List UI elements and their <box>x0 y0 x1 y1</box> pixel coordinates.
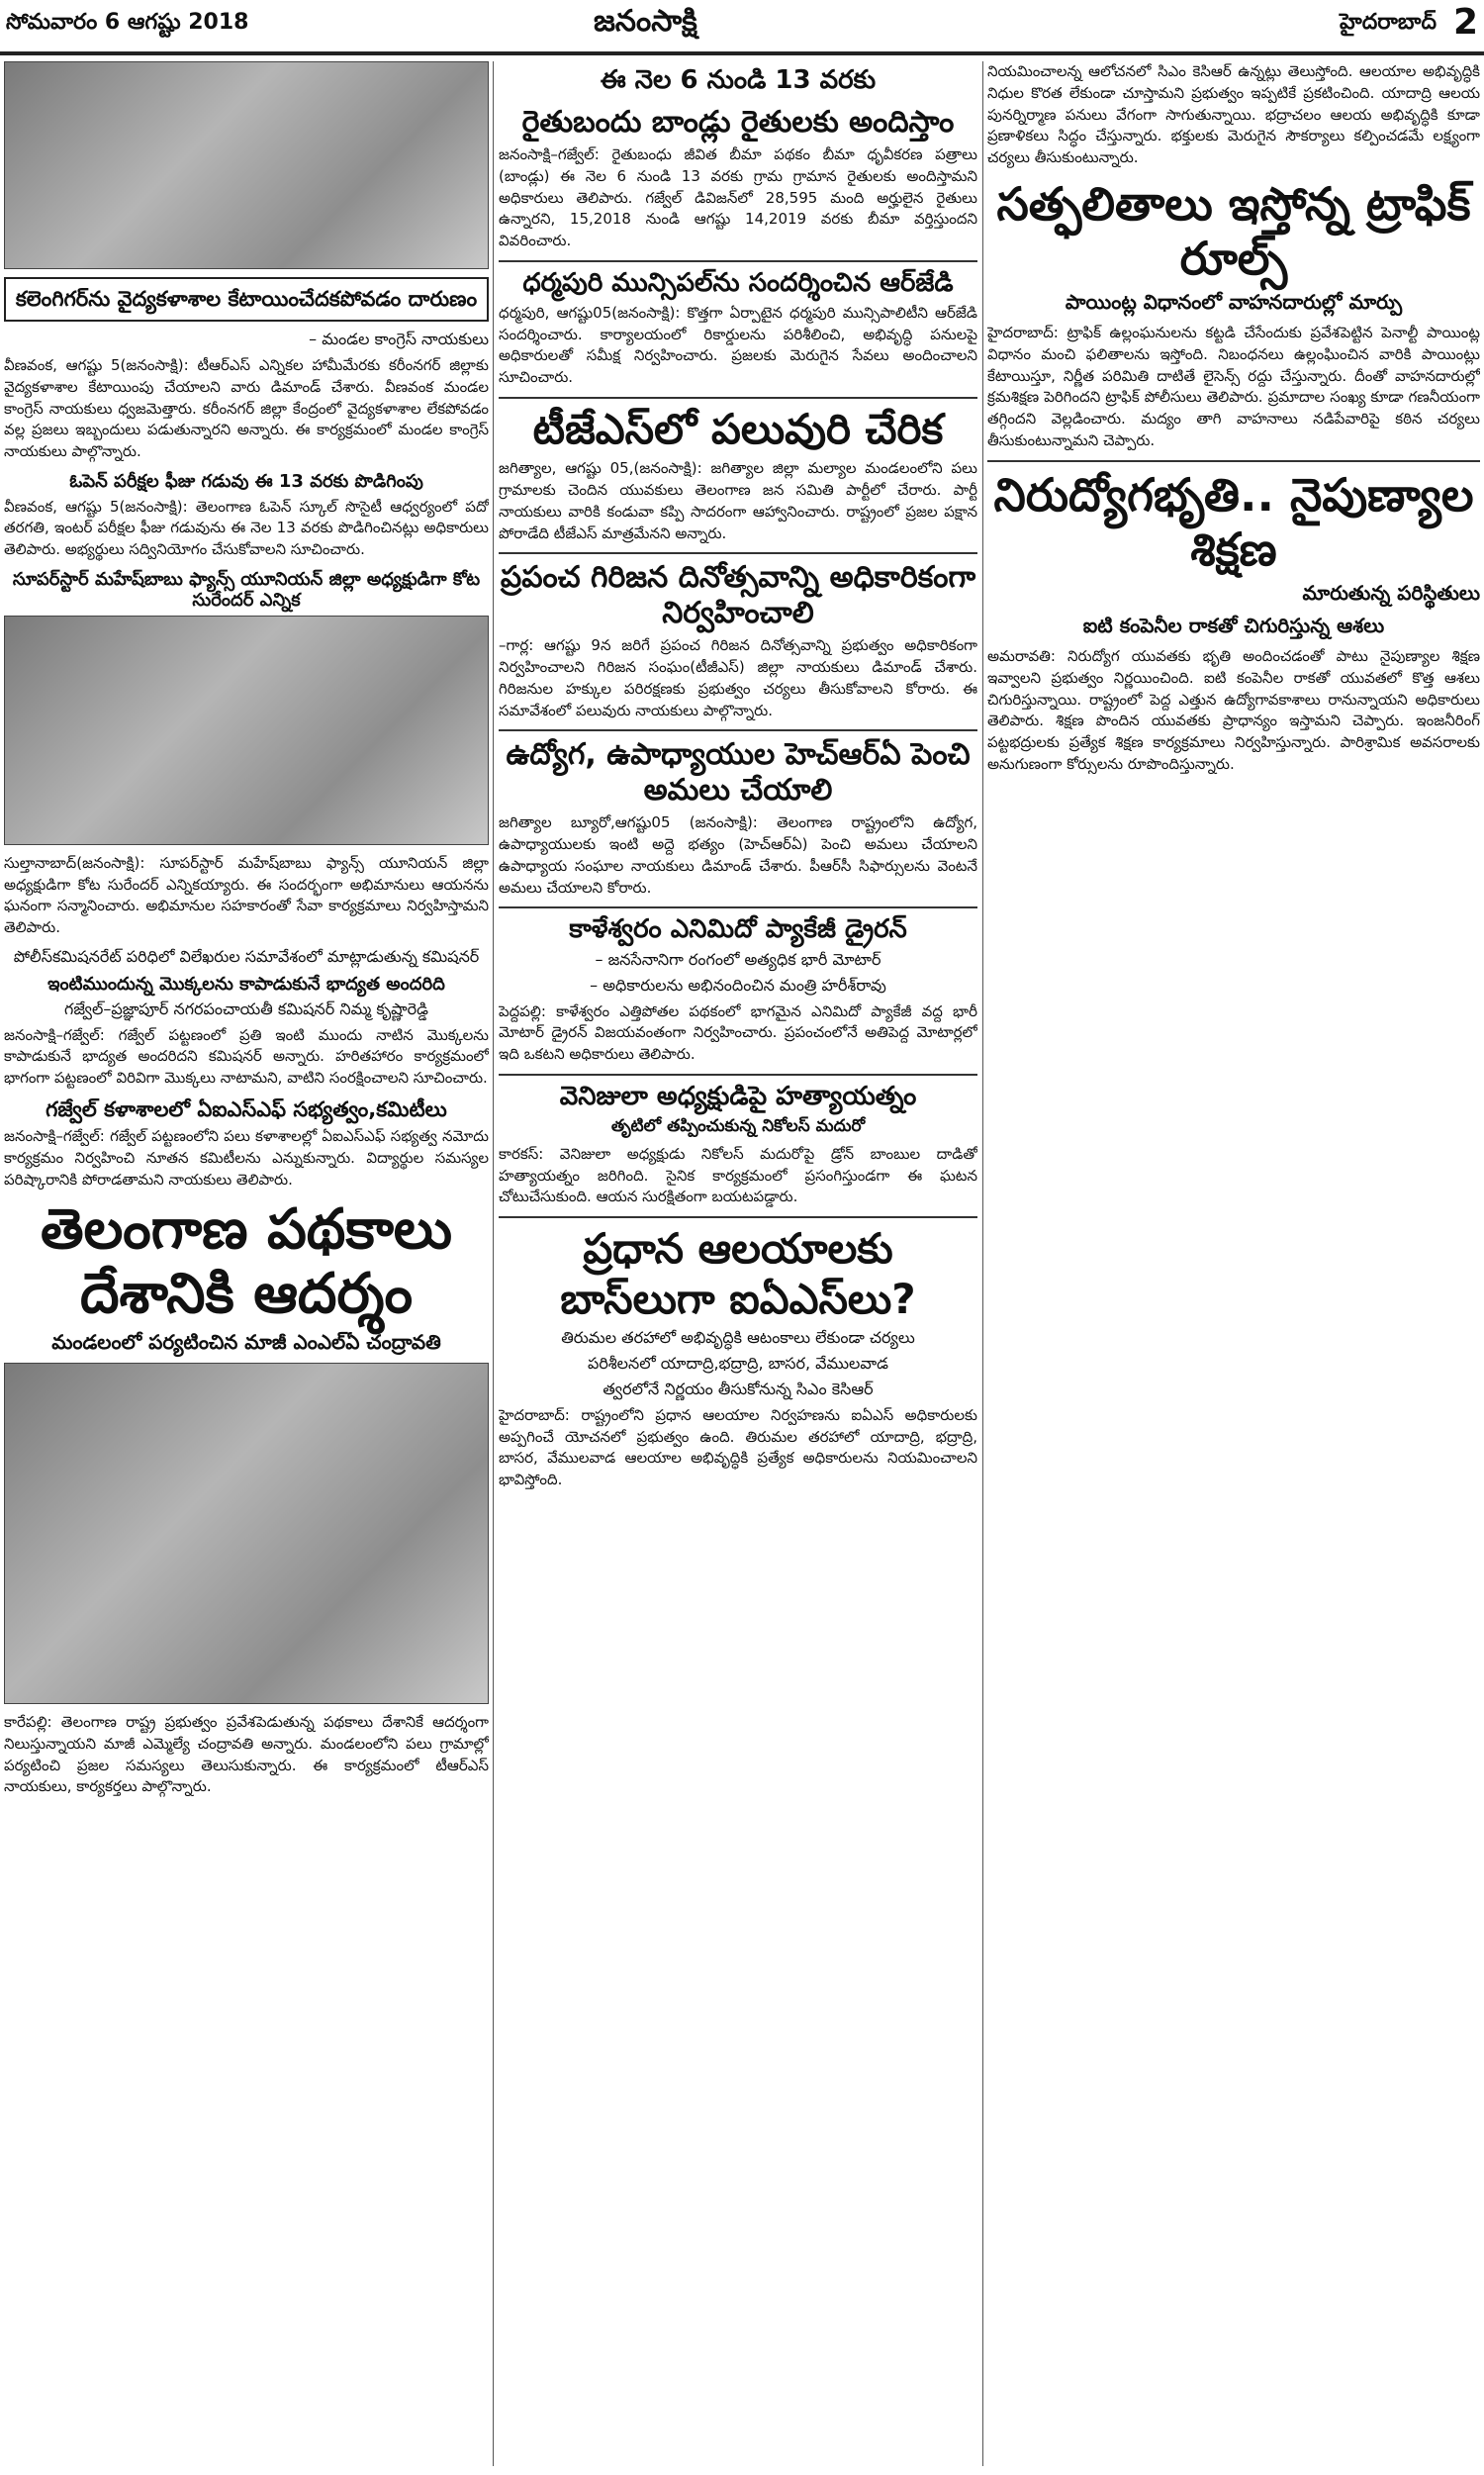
article-body: పెద్దపల్లి: కాళేశ్వరం ఎత్తిపోతల పథకంలో భాగమైన ఎనిమిదో ప్యాకేజీ వద్ద భారీ మోటార్‌ డ్రైరన్‌ విజయవంతంగా నిర్వహించారు. ప్రపంచంలోనే అతిపెద్ద మోటార్లలో ఇది ఒకటని అధికారులు తెలిపారు. <box>499 1001 977 1064</box>
article-body: జగిత్యాల బ్యూరో,ఆగష్టు05 (జనంసాక్షి): తెలంగాణ రాష్ట్రంలోని ఉద్యోగ, ఉపాధ్యాయులకు ఇంటి అద్దె భత్యం (హెచ్‌ఆర్‌ఏ) పెంచి అమలు చేయాలని ఉపాధ్యాయ సంఘాల నాయకులు డిమాండ్‌ చేశారు. పీఆర్‌సీ సిఫార్సులను వెంటనే అమలు చేయాలని కోరారు. <box>499 813 977 897</box>
article-subhead: మండలంలో పర్యటించిన మాజీ ఎంఎల్‌ఏ చంద్రావతి <box>51 1330 441 1355</box>
article-deck: తిరుమల తరహాలో అభివృద్ధికి ఆటంకాలు లేకుండా చర్యలు <box>561 1327 915 1347</box>
article-body: కారకస్‌: వెనిజులా అధ్యక్షుడు నికోలస్‌ మదురోపై డ్రోన్‌ బాంబుల దాడితో హత్యాయత్నం జరిగింది. సైనిక కార్యక్రమంలో ప్రసంగిస్తుండగా ఈ ఘటన చోటుచేసుకుంది. ఆయన సురక్షితంగా బయటపడ్డారు. <box>499 1144 977 1206</box>
divider <box>499 1216 977 1218</box>
article-deck: పరిశీలనలో యాదాద్రి,భద్రాద్రి, బాసర, వేములవాడ <box>588 1353 888 1373</box>
column-right <box>987 61 1480 2466</box>
issue-date: సోమవారం 6 ఆగష్టు 2018 <box>6 10 249 35</box>
divider <box>987 460 1480 462</box>
article-body: జనంసాక్షి–గజ్వేల్‌: రైతుబంధు జీవిత బీమా పథకం బీమా ధృవీకరణ పత్రాలు (బాండ్లు) ఈ నెల 6 నుండి 13 వరకు గ్రామ గ్రామాన రైతులకు అందిస్తామని అధికారులు తెలిపారు. గజ్వేల్‌ డివిజన్‌లో 28,595 మంది అర్హులైన రైతులు ఉన్నారని, 15,2018 నుండి ఆగష్టు 14,2019 వరకు బీమా వర్తిస్తుందని వివరించారు. <box>499 145 977 249</box>
article-byline: – మండల కాంగ్రెస్‌ నాయకులు <box>309 330 489 349</box>
article-body: జగిత్యాల, ఆగష్టు 05,(జనంసాక్షి): జగిత్యాల జిల్లా మల్యాల మండలంలోని పలు గ్రామాలకు చెందిన యువకులు తెలంగాణ జన సమితి పార్టీలో చేరారు. పార్టీ నాయకులు వారికి కండువా కప్పి సాదరంగా ఆహ్వానించారు. రాష్ట్రంలో ప్రజల పక్షాన పోరాడేది టీజేఎస్‌ మాత్రమేనని అన్నారు. <box>499 459 977 542</box>
news-photo <box>4 616 489 845</box>
article-subhead: మారుతున్న పరిస్థితులు <box>1302 581 1480 605</box>
article-headline: ఉద్యోగ, ఉపాధ్యాయుల హెచ్‌ఆర్‌ఏ పెంచి అమలు చేయాలి <box>506 737 971 809</box>
article-deck: – అధికారులను అభినందించిన మంత్రి హరీశ్‌రావు <box>590 975 886 995</box>
newspaper-logo: జనంసాక్షి <box>594 4 697 39</box>
article-headline: నిరుద్యోగభృతి.. నైపుణ్యాల శిక్షణ <box>993 467 1474 576</box>
news-photo <box>4 61 489 269</box>
column-divider <box>982 61 983 2466</box>
divider <box>499 552 977 554</box>
column-middle <box>499 61 977 2466</box>
article-headline: గజ్వేల్‌ కళాశాలలో ఏఐఎస్‌ఎఫ్‌ సభ్యత్వం,కమిటీలు <box>46 1096 447 1121</box>
divider <box>499 906 977 908</box>
divider <box>499 1074 977 1076</box>
article-subhead: పాయింట్ల విధానంలో వాహనదారుల్లో మార్పు <box>1065 290 1403 315</box>
article <box>4 277 489 322</box>
article-deck: త్వరలోనే నిర్ణయం తీసుకోనున్న సిఎం కెసిఆర్‌ <box>603 1379 874 1398</box>
article-body: ధర్మపురి, ఆగష్టు05(జనంసాక్షి): కొత్తగా ఏర్పాటైన ధర్మపురి మున్సిపాలిటీని ఆర్‌జేడి సందర్శించారు. కార్యాలయంలో రికార్డులను పరిశీలించి, అభివృద్ధి పనులపై అధికారులతో సమీక్ష నిర్వహించారు. ప్రజలకు మెరుగైన సేవలు అందించాలని సూచించారు. <box>499 303 977 387</box>
photo-caption: పోలీస్‌కమిషనరేట్‌ పరిధిలో విలేఖరుల సమావేశంలో మాట్లాడుతున్న కమిషనర్‌ <box>13 946 480 966</box>
article-headline: ప్రపంచ గిరిజన దినోత్సవాన్ని అధికారికంగా నిర్వహించాలి <box>500 560 976 631</box>
article-headline: ఓపెన్‌ పరీక్షల ఫీజు గడువు ఈ 13 వరకు పొడిగింపు <box>69 470 423 492</box>
article-body: హైదరాబాద్‌: ట్రాఫిక్‌ ఉల్లంఘనులను కట్టడి చేసేందుకు ప్రవేశపెట్టిన పెనాల్టీ పాయింట్ల విధానం మంచి ఫలితాలను ఇస్తోంది. నిబంధనలు ఉల్లంఘించిన వారికి పాయింట్లు కేటాయిస్తూ, నిర్ణీత పరిమితి దాటితే లైసెన్స్‌ రద్దు చేస్తున్నారు. దీంతో వాహనదారుల్లో క్రమశిక్షణ పెరిగిందని ట్రాఫిక్‌ పోలీసులు తెలిపారు. ప్రమాదాల సంఖ్య కూడా గణనీయంగా తగ్గిందని వెల్లడించారు. మద్యం తాగి వాహనాలు నడిపేవారిపై కఠిన చర్యలు తీసుకుంటున్నామని చెప్పారు. <box>987 324 1480 449</box>
article-body: –గార్ల: ఆగష్టు 9న జరిగే ప్రపంచ గిరిజన దినోత్సవాన్ని ప్రభుత్వం అధికారికంగా నిర్వహించాలని గిరిజన సంఘం(టీజీఎస్‌) జిల్లా నాయకులు డిమాండ్‌ చేశారు. గిరిజనుల హక్కుల పరిరక్షణకు ప్రభుత్వం చర్యలు తీసుకోవాలని కోరారు. ఈ సమావేశంలో పలువురు నాయకులు పాల్గొన్నారు. <box>499 636 977 719</box>
article-body: జనంసాక్షి–గజ్వేల్‌: గజ్వేల్‌ పట్టణంలోని పలు కళాశాలల్లో ఏఐఎస్‌ఎఫ్‌ సభ్యత్వ నమోదు కార్యక్రమం నిర్వహించి నూతన కమిటీలను ఎన్నుకున్నారు. విద్యార్థుల సమస్యల పరిష్కారానికి పోరాడతామని నాయకులు తెలిపారు. <box>4 1127 489 1189</box>
article-headline: సత్ఫలితాలు ఇస్తోన్న ట్రాఫిక్‌ రూల్స్‌ <box>996 176 1471 285</box>
article-body: జనంసాక్షి–గజ్వేల్‌: గజ్వేల్‌ పట్టణంలో ప్రతి ఇంటి ముందు నాటిన మొక్కలను కాపాడుకునే భాద్యత అందరిదని కమిషనర్‌ అన్నారు. హరితహారం కార్యక్రమంలో భాగంగా పట్టణంలో విరివిగా మొక్కలు నాటామని, వాటిని సంరక్షించాలని సూచించారు. <box>4 1025 489 1088</box>
article-headline: వెనిజులా అధ్యక్షుడిపై హత్యాయత్నం <box>559 1081 917 1111</box>
article-body: అమరావతి: నిరుద్యోగ యువతకు భృతి అందించడంతో పాటు నైపుణ్యాల శిక్షణ ఇవ్వాలని ప్రభుత్వం నిర్ణయించింది. ఐటి కంపెనీల రాకతో యువతలో కొత్త ఆశలు చిగురిస్తున్నాయి. రాష్ట్రంలో పెద్ద ఎత్తున ఉద్యోగావకాశాలు రానున్నాయని అధికారులు తెలిపారు. శిక్షణ పొందిన యువతకు ప్రాధాన్యం ఇస్తామని చెప్పారు. ఇంజనీరింగ్‌ పట్టభద్రులకు ప్రత్యేక శిక్షణ కార్యక్రమాలు నిర్వహిస్తున్నారు. పారిశ్రామిక అవసరాలకు అనుగుణంగా కోర్సులను రూపొందిస్తున్నారు. <box>987 647 1480 773</box>
article-body: హైదరాబాద్‌: రాష్ట్రంలోని ప్రధాన ఆలయాల నిర్వహణను ఐఏఎస్‌ అధికారులకు అప్పగించే యోచనలో ప్రభుత్వం ఉంది. తిరుమల తరహాలో యాదాద్రి, భద్రాద్రి, బాసర, వేములవాడ ఆలయాల అభివృద్ధికి ప్రత్యేక అధికారులను నియమించాలని భావిస్తోంది. <box>499 1405 977 1489</box>
column-left <box>4 61 489 2466</box>
edition-city: హైదరాబాద్ <box>1340 10 1437 35</box>
article-headline: టీజేఎస్‌లో పలువురి చేరిక <box>532 404 944 453</box>
article-subhead: తృటిలో తప్పించుకున్న నికోలస్‌ మదురో <box>610 1115 866 1136</box>
article-headline: సూపర్‌స్టార్‌ మహేష్‌బాబు ఫ్యాన్స్‌ యూనియన్‌ జిల్లా అధ్యక్షుడిగా కోట సురేందర్‌ ఎన్నిక <box>12 568 481 612</box>
divider <box>499 397 977 399</box>
divider <box>499 729 977 731</box>
article-body: కారేపల్లి: తెలంగాణ రాష్ట్ర ప్రభుత్వం ప్రవేశపెడుతున్న పథకాలు దేశానికే ఆదర్శంగా నిలుస్తున్నాయని మాజీ ఎమ్మెల్యే చంద్రావతి అన్నారు. మండలంలోని పలు గ్రామాల్లో పర్యటించి ప్రజల సమస్యలు తెలుసుకున్నారు. ఈ కార్యక్రమంలో టీఆర్‌ఎస్‌ నాయకులు, కార్యకర్తలు పాల్గొన్నారు. <box>4 1713 489 1796</box>
article-headline: కాళేశ్వరం ఎనిమిదో ప్యాకేజీ డ్రైరన్‌ <box>569 914 907 945</box>
article-deck: – జనసేనానిగా రంగంలో అత్యధిక భారీ మోటార్‌ <box>595 949 881 969</box>
column-divider <box>493 61 494 2466</box>
article-headline: ప్రధాన ఆలయాలకు బాస్‌లుగా ఐఏఎస్‌లు? <box>560 1224 916 1323</box>
article-subhead: గజ్వేల్‌–ప్రజ్ఞాపూర్‌ నగరపంచాయతీ కమిషనర్‌ నిమ్మ కృష్ణారెడ్డి <box>64 999 428 1018</box>
article-body: వీణవంక, ఆగష్టు 5(జనంసాక్షి): టీఆర్‌ఎస్‌ ఎన్నికల హామీమేరకు కరీంనగర్‌ జిల్లాకు వైద్యకళాశాల కేటాయింపు చేయాలని వారు డిమాండ్‌ చేశారు. వీణవంక మండల కాంగ్రెస్‌ నాయకులు ధ్వజమెత్తారు. కరీంనగర్‌ జిల్లా కేంద్రంలో వైద్యకళాశాల లేకపోవడం వల్ల ప్రజలు ఇబ్బందులు పడుతున్నారని అన్నారు. ఈ కార్యక్రమంలో మండల కాంగ్రెస్‌ నాయకులు పాల్గొన్నారు. <box>4 356 489 461</box>
article-subhead: ఐటి కంపెనీల రాకతో చిగురిస్తున్న ఆశలు <box>1082 614 1385 637</box>
article-headline: ధర్మపురి మున్సిపల్‌ను సందర్శించిన ఆర్‌జేడి <box>522 267 954 298</box>
news-photo <box>4 1363 489 1704</box>
article-body: నియమించాలన్న ఆలోచనలో సిఎం కెసిఆర్‌ ఉన్నట్లు తెలుస్తోంది. ఆలయాల అభివృద్ధికి నిధుల కొరత లేకుండా చూస్తామని ప్రభుత్వం ఇప్పటికే ప్రకటించింది. యాదాద్రి ఆలయ పునర్నిర్మాణ పనులు వేగంగా సాగుతున్నాయి. భద్రాచలం ఆలయ అభివృద్ధికి కూడా ప్రణాళికలు సిద్ధం చేస్తున్నారు. భక్తులకు మెరుగైన సౌకర్యాలు కల్పించడమే లక్ష్యంగా చర్యలు తీసుకుంటున్నారు. <box>987 62 1480 166</box>
article-headline: తెలంగాణ పథకాలు దేశానికి ఆదర్శం <box>41 1197 452 1326</box>
article-headline: ఇంటిముందున్న మొక్కలను కాపాడుకునే భాద్యత అందరిది <box>47 973 445 995</box>
article-kicker: ఈ నెల 6 నుండి 13 వరకు <box>600 65 877 95</box>
article-headline: కలెంగిగర్‌ను వైద్యకళాశాల కేటాయించేదకపోవడం దారుణం <box>15 287 478 311</box>
page-number: 2 <box>1452 2 1478 43</box>
article-headline: రైతుబందు బాండ్లు రైతులకు అందిస్తాం <box>521 105 955 140</box>
article-body: సుల్తానాబాద్‌(జనంసాక్షి): సూపర్‌స్టార్‌ మహేష్‌బాబు ఫ్యాన్స్‌ యూనియన్‌ జిల్లా అధ్యక్షుడిగా కోట సురేందర్‌ ఎన్నికయ్యారు. ఈ సందర్భంగా అభిమానులు ఆయనను ఘనంగా సన్మానించారు. అభిమానుల సహకారంతో సేవా కార్యక్రమాలు నిర్వహిస్తామని తెలిపారు. <box>4 853 489 937</box>
masthead <box>0 0 1484 55</box>
divider <box>499 260 977 262</box>
article-body: వీణవంక, ఆగష్టు 5(జనంసాక్షి): తెలంగాణ ఓపెన్‌ స్కూల్‌ సొసైటీ ఆధ్వర్యంలో పదో తరగతి, ఇంటర్‌ పరీక్షల ఫీజు గడువును ఈ నెల 13 వరకు పొడిగించినట్లు అధికారులు తెలిపారు. అభ్యర్థులు సద్వినియోగం చేసుకోవాలని సూచించారు. <box>4 497 489 559</box>
